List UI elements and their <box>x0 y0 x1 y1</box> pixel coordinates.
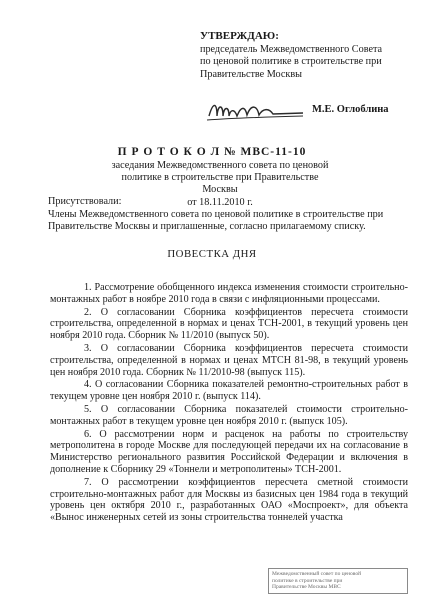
subtitle-line: заседания Межведомственного совета по ценовой <box>111 160 329 171</box>
approval-block <box>200 30 410 81</box>
agenda-item: 1. Рассмотрение обобщенного индекса изменения стоимости строительно-монтажных работ в ноябре 2010 года в связи с инфляционными процессами. <box>50 282 408 305</box>
agenda-item: 6. О рассмотрении норм и расценок на работы по строительству метрополитена в городе Москве для последующей передачи их на согласование в Министерство регионального развития Российской Федерации и включения в дополнение к Сборнику 29 «Тоннели и метрополитены» ТСН-2001. <box>50 428 408 475</box>
stamp-line: политике в строительстве при <box>272 577 343 584</box>
stamp-line: Межведомственный совет по ценовой <box>272 571 362 577</box>
agenda-item: 3. О согласовании Сборника коэффициентов пересчета стоимости строительства, определенной в нормах и ценах МТСН 81-98, в текущий уровень цен ноября 2010 года. Сборник № 11/2010-98 (выпуск 115). <box>50 342 408 378</box>
agenda-item: 7. О рассмотрении коэффициентов пересчета сметной стоимости строительно-монтажных работ для Москвы из базисных цен 1984 года в текущий уровень цен октября 2010 г., разработанных ОАО «Моспроект», для объекта «Вынос инженерных сетей из зоны строительства тоннелей участка <box>50 476 408 524</box>
subtitle-line: от 18.11.2010 г. <box>187 196 253 208</box>
approval-line: по ценовой политике в строительстве при <box>200 56 382 68</box>
attendance-block <box>48 196 408 234</box>
attendance-text: Члены Межведомственного совета по ценовой политике в строительстве при Правительстве Москвы и приглашенные, согласно прилагаемому списку. <box>48 209 384 233</box>
protocol-title: П Р О Т О К О Л № МВС-11-10 <box>117 146 307 158</box>
approval-header: УТВЕРЖДАЮ: <box>200 30 279 42</box>
subtitle-line: политике в строительстве при Правительстве Москвы <box>121 172 319 196</box>
agenda-item: 5. О согласовании Сборника показателей стоимости строительно-монтажных работ в текущем уровне цен ноября 2010 г. (выпуск 105). <box>50 403 408 427</box>
approval-line: Правительстве Москвы <box>200 68 303 80</box>
agenda-item: 2. О согласовании Сборника коэффициентов пересчета стоимости строительства, определенной в нормах и ценах ТСН-2001, в текущий уровень цен ноября 2010 года. Сборник № 11/2010 (выпуск 50). <box>50 306 408 342</box>
agenda-item: 4. О согласовании Сборника показателей ремонтно-строительных работ в текущем уровне цен ноября 2010 г. (выпуск 114). <box>50 379 408 403</box>
signer-name: М.Е. Оглоблина <box>312 104 389 115</box>
stamp-mark <box>268 568 408 594</box>
agenda-list <box>50 282 408 525</box>
stamp-line: Правительстве Москвы МВС <box>272 584 341 590</box>
attendance-label: Присутствовали: <box>48 196 122 207</box>
signature-icon <box>205 96 305 126</box>
agenda-title: ПОВЕСТКА ДНЯ <box>167 248 257 260</box>
approval-line: председатель Межведомственного Совета <box>200 44 383 56</box>
